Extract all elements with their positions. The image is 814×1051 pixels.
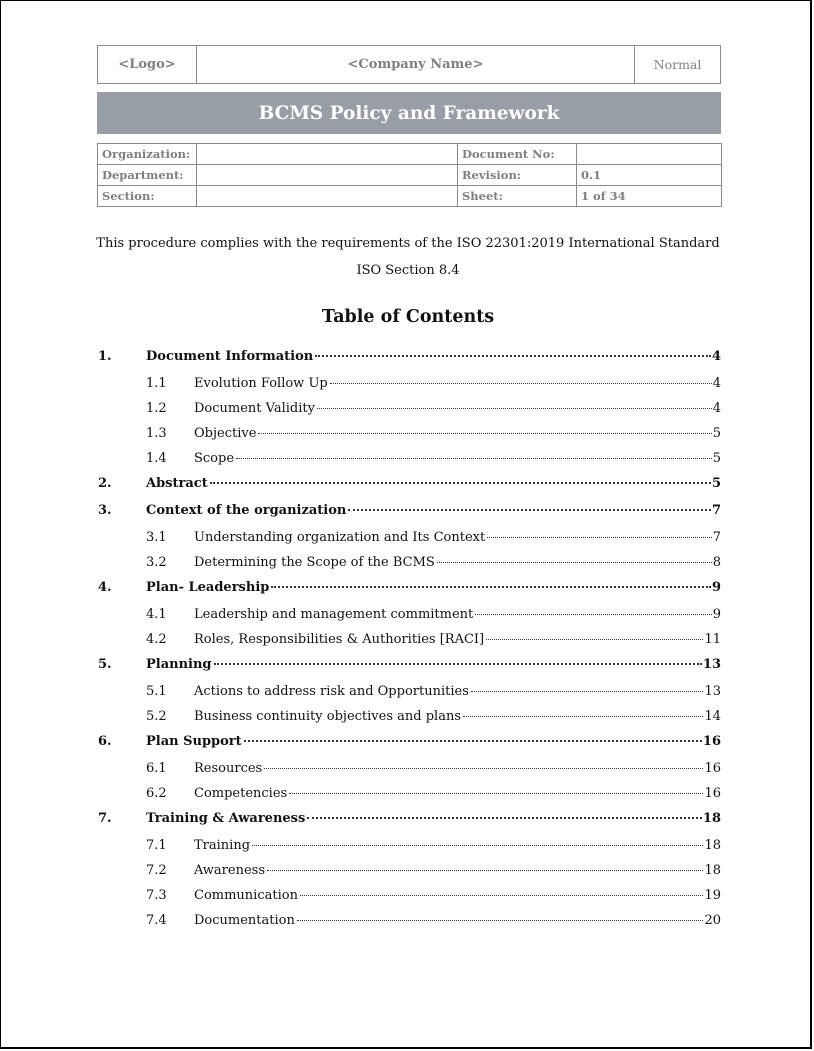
organization-label: Organization: <box>98 144 197 165</box>
toc-entry-title: Plan Support <box>146 734 242 749</box>
department-label: Department: <box>98 165 197 186</box>
toc-entry-number: 3.1 <box>146 530 167 545</box>
toc-entry-title: Communication <box>194 888 298 903</box>
toc-entry-number: 2. <box>98 476 112 491</box>
toc-entry[interactable] <box>98 397 721 422</box>
toc-entry[interactable] <box>98 499 721 526</box>
toc-entry-number: 1.3 <box>146 426 167 441</box>
sheet-value: 1 of 34 <box>577 186 722 207</box>
toc-entry[interactable] <box>98 705 721 730</box>
toc-entry-number: 4.1 <box>146 607 167 622</box>
toc-entry[interactable] <box>98 884 721 909</box>
dot-leader <box>330 383 712 384</box>
dot-leader <box>348 509 711 511</box>
toc-entry[interactable] <box>98 730 721 757</box>
dot-leader <box>244 740 702 742</box>
toc-entry-page: 20 <box>704 913 721 928</box>
toc-entry-page: 11 <box>704 632 721 647</box>
toc-entry-title: Training & Awareness <box>146 811 306 826</box>
toc-entry-page: 16 <box>704 761 721 776</box>
dot-leader <box>437 562 712 563</box>
toc-entry-page: 18 <box>702 811 721 826</box>
toc-entry-page: 4 <box>711 349 721 364</box>
toc-entry[interactable] <box>98 447 721 472</box>
toc-entry-page: 19 <box>704 888 721 903</box>
dot-leader <box>317 408 712 409</box>
toc-entry[interactable] <box>98 628 721 653</box>
department-value <box>197 165 458 186</box>
document-header-table <box>97 45 721 84</box>
toc-entry-page: 9 <box>711 580 721 595</box>
toc-entry-title: Determining the Scope of the BCMS <box>194 555 435 570</box>
toc-entry-number: 5.2 <box>146 709 167 724</box>
toc-entry-number: 3. <box>98 503 112 518</box>
dot-leader <box>471 691 704 692</box>
info-row-organization <box>98 144 722 165</box>
toc-entry[interactable] <box>98 603 721 628</box>
toc-entry-number: 1.2 <box>146 401 167 416</box>
toc-entry-number: 6.2 <box>146 786 167 801</box>
toc-entry-title: Competencies <box>194 786 288 801</box>
toc-entry-title: Scope <box>194 451 235 466</box>
toc-entry-number: 6.1 <box>146 761 167 776</box>
toc-entry-number: 1.1 <box>146 376 167 391</box>
dot-leader <box>210 482 711 484</box>
dot-leader <box>475 614 711 615</box>
toc-entry-page: 5 <box>712 426 721 441</box>
dot-leader <box>307 817 702 819</box>
toc-entry-title: Documentation <box>194 913 295 928</box>
toc-entry[interactable] <box>98 859 721 884</box>
toc-entry[interactable] <box>98 526 721 551</box>
toc-entry-page: 8 <box>712 555 721 570</box>
toc-entry-title: Document Information <box>146 349 314 364</box>
toc-entry[interactable] <box>98 757 721 782</box>
info-row-section <box>98 186 722 207</box>
toc-entry-number: 7.3 <box>146 888 167 903</box>
toc-entry-number: 1.4 <box>146 451 167 466</box>
revision-value: 0.1 <box>577 165 722 186</box>
organization-value <box>197 144 458 165</box>
toc-entry[interactable] <box>98 472 721 499</box>
info-row-department <box>98 165 722 186</box>
toc-entry-number: 7.2 <box>146 863 167 878</box>
toc-entry-title: Planning <box>146 657 212 672</box>
toc-entry-page: 13 <box>704 684 721 699</box>
dot-leader <box>486 639 703 640</box>
toc-entry-page: 16 <box>702 734 721 749</box>
dot-leader <box>252 845 703 846</box>
toc-entry-page: 13 <box>702 657 721 672</box>
dot-leader <box>315 355 711 357</box>
dot-leader <box>300 895 704 896</box>
toc-entry[interactable] <box>98 653 721 680</box>
toc-entry-title: Actions to address risk and Opportunities <box>194 684 469 699</box>
dot-leader <box>463 716 703 717</box>
toc-entry[interactable] <box>98 345 721 372</box>
revision-label: Revision: <box>458 165 577 186</box>
toc-entry-page: 18 <box>704 863 721 878</box>
sheet-label: Sheet: <box>458 186 577 207</box>
toc-entry-title: Awareness <box>194 863 265 878</box>
toc-entry-page: 14 <box>704 709 721 724</box>
document-no-label: Document No: <box>458 144 577 165</box>
dot-leader <box>487 537 712 538</box>
toc-entry[interactable] <box>98 782 721 807</box>
company-name-placeholder: <Company Name> <box>197 46 635 83</box>
toc-entry[interactable] <box>98 551 721 576</box>
toc-entry-number: 3.2 <box>146 555 167 570</box>
toc-entry-number: 1. <box>98 349 112 364</box>
toc-entry-title: Context of the organization <box>146 503 347 518</box>
dot-leader <box>236 458 712 459</box>
toc-entry-page: 5 <box>711 476 721 491</box>
toc-entry-title: Abstract <box>146 476 208 491</box>
dot-leader <box>264 768 703 769</box>
toc-entry-number: 4.2 <box>146 632 167 647</box>
toc-entry-page: 16 <box>704 786 721 801</box>
toc-entry-title: Plan- Leadership <box>146 580 270 595</box>
document-title-bar <box>97 92 721 134</box>
toc-entry-number: 7.1 <box>146 838 167 853</box>
dot-leader <box>214 663 702 665</box>
dot-leader <box>267 870 703 871</box>
toc-entry-number: 6. <box>98 734 112 749</box>
section-value <box>197 186 458 207</box>
toc-entry-number: 4. <box>98 580 112 595</box>
document-no-value <box>577 144 722 165</box>
toc-entry[interactable] <box>98 807 721 834</box>
toc-entry-page: 7 <box>712 530 721 545</box>
compliance-statement: This procedure complies with the requirements of the ISO 22301:2019 International Standard <box>96 236 720 251</box>
toc-entry[interactable] <box>98 909 721 934</box>
toc-entry-number: 5.1 <box>146 684 167 699</box>
toc-entry-title: Roles, Responsibilities & Authorities [RACI] <box>194 632 485 647</box>
toc-entry-title: Training <box>194 838 251 853</box>
toc-entry[interactable] <box>98 576 721 603</box>
section-label: Section: <box>98 186 197 207</box>
dot-leader <box>271 586 711 588</box>
toc-entry-title: Evolution Follow Up <box>194 376 328 391</box>
toc-heading: Table of Contents <box>321 307 495 327</box>
toc-entry-number: 7.4 <box>146 913 167 928</box>
logo-placeholder: <Logo> <box>98 46 197 83</box>
toc-entry-page: 5 <box>712 451 721 466</box>
toc-entry[interactable] <box>98 422 721 447</box>
toc-entry-title: Objective <box>194 426 257 441</box>
toc-entry-page: 4 <box>712 376 721 391</box>
toc-entry-page: 4 <box>712 401 721 416</box>
dot-leader <box>258 433 711 434</box>
document-title: BCMS Policy and Framework <box>258 102 560 124</box>
toc-entry-page: 18 <box>704 838 721 853</box>
toc-entry-page: 9 <box>712 607 721 622</box>
toc-entry-title: Leadership and management commitment <box>194 607 474 622</box>
dot-leader <box>297 920 704 921</box>
toc-entry-page: 7 <box>711 503 721 518</box>
toc-entry[interactable] <box>98 834 721 859</box>
toc-entry-title: Document Validity <box>194 401 315 416</box>
iso-section: ISO Section 8.4 <box>356 263 460 278</box>
classification-label: Normal <box>653 57 702 72</box>
table-of-contents <box>98 345 721 934</box>
document-info-table <box>97 143 722 207</box>
toc-entry-number: 7. <box>98 811 112 826</box>
toc-entry[interactable] <box>98 372 721 397</box>
toc-entry-title: Resources <box>194 761 263 776</box>
dot-leader <box>289 793 703 794</box>
toc-entry[interactable] <box>98 680 721 705</box>
toc-entry-title: Understanding organization and Its Context <box>194 530 486 545</box>
toc-entry-title: Business continuity objectives and plans <box>194 709 461 724</box>
toc-entry-number: 5. <box>98 657 112 672</box>
